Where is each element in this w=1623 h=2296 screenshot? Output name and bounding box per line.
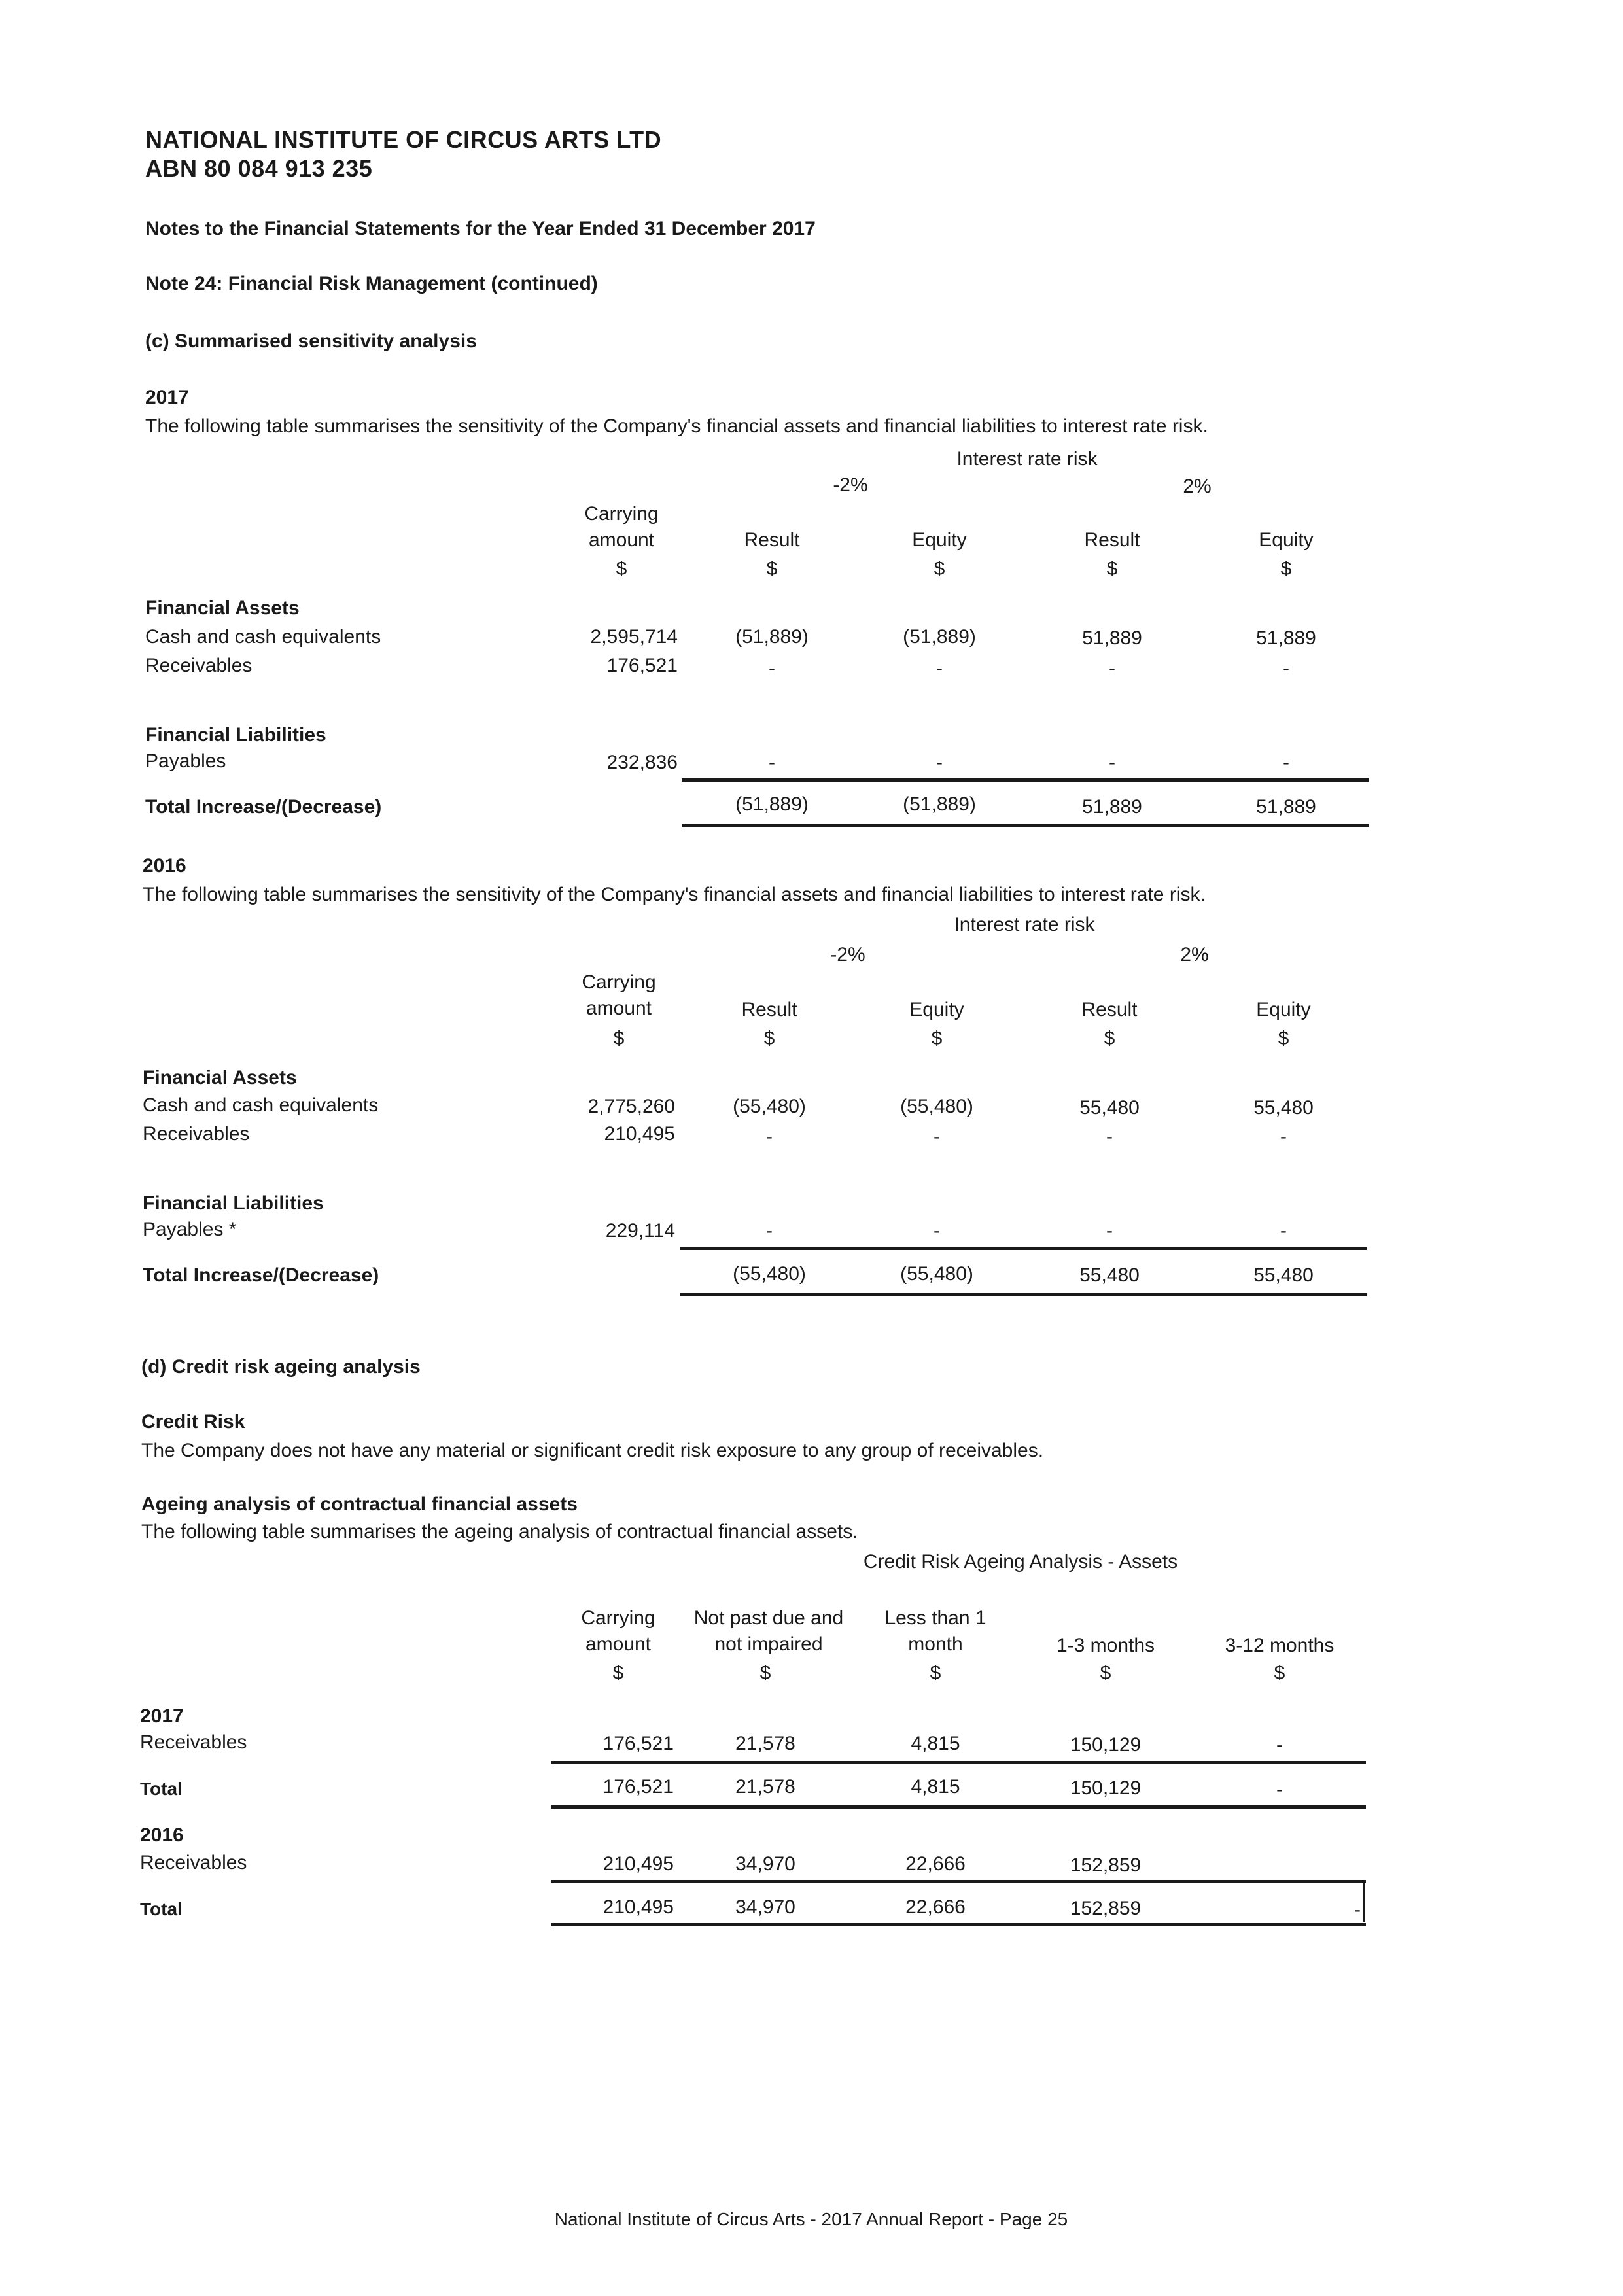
col-1-3-months: 1-3 months [1056,1635,1155,1656]
total-one-to-three-months: 150,129 [1070,1777,1142,1799]
divider [551,1805,1366,1809]
equity-plus-value: 51,889 [1256,627,1316,649]
credit-risk-text: The Company does not have any material or significant credit risk exposure to any group of receivables. [141,1440,1044,1461]
result-plus-value: 55,480 [1079,1097,1140,1119]
currency-result-1: $ [766,558,778,580]
col-month: month [908,1633,963,1655]
row-label: Receivables [143,1123,250,1145]
col-currency-4: $ [1100,1662,1111,1684]
equity-plus-value: - [1283,657,1289,679]
interest-rate-risk-header: Interest rate risk [956,448,1098,470]
intro-2017: The following table summarises the sensitivity of the Company's financial assets and financial liabilities to interest rate risk. [145,415,1208,437]
currency-result-2: $ [1106,558,1118,580]
equity-plus-value: - [1280,1126,1287,1147]
row-label: Receivables [140,1731,247,1753]
result-plus-value: - [1109,752,1115,773]
total-equity-minus: (51,889) [903,793,976,815]
divider [680,1247,1367,1250]
col-not-impaired: not impaired [714,1633,823,1655]
total-result-plus: 51,889 [1082,796,1142,818]
result-header-1: Result [741,999,797,1020]
year-2016: 2016 [143,855,186,877]
currency-equity-2: $ [1278,1028,1289,1049]
col-carrying: Carrying [581,1607,655,1629]
interest-rate-risk-header: Interest rate risk [954,914,1095,935]
divider [680,1293,1367,1296]
equity-minus-value: - [934,1126,940,1147]
one-to-three-months-value: 152,859 [1070,1854,1142,1876]
total-three-to-twelve-months: - [1354,1899,1361,1921]
divider [551,1880,1366,1883]
currency-equity-2: $ [1280,558,1292,580]
financial-liabilities-heading: Financial Liabilities [143,1192,324,1214]
minus-2-header: -2% [833,474,868,496]
total-result-minus: (51,889) [735,793,809,815]
financial-assets-heading: Financial Assets [145,597,300,619]
equity-minus-value: (51,889) [903,626,976,648]
ageing-table-title: Credit Risk Ageing Analysis - Assets [863,1551,1178,1573]
total-one-to-three-months: 152,859 [1070,1898,1142,1919]
currency-equity-1: $ [931,1028,943,1049]
result-header-1: Result [744,529,800,551]
result-header-2: Result [1084,529,1140,551]
row-label: Payables [145,750,226,772]
company-name: NATIONAL INSTITUTE OF CIRCUS ARTS LTD [145,126,662,153]
divider [682,778,1369,782]
result-minus-value: (55,480) [733,1096,806,1117]
carrying-value: 210,495 [604,1123,675,1145]
result-minus-value: - [766,1220,773,1242]
year-2017: 2017 [145,387,189,408]
col-amount: amount [585,1633,652,1655]
currency-result-1: $ [763,1028,775,1049]
equity-plus-value: 55,480 [1253,1097,1314,1119]
currency-result-2: $ [1104,1028,1115,1049]
carrying-value: 176,521 [606,655,678,676]
divider [551,1923,1366,1926]
row-label: Cash and cash equivalents [143,1094,379,1116]
col-currency-2: $ [759,1662,771,1684]
col-currency-5: $ [1274,1662,1285,1684]
col-less-than-1: Less than 1 [884,1607,986,1629]
equity-header-1: Equity [909,999,964,1020]
currency-carrying: $ [616,558,627,580]
result-minus-value: - [769,657,775,679]
equity-plus-value: - [1280,1220,1287,1242]
total-not-past-due: 21,578 [735,1776,795,1798]
carrying-value: 176,521 [602,1733,674,1754]
financial-liabilities-heading: Financial Liabilities [145,724,326,746]
currency-equity-1: $ [934,558,945,580]
credit-risk-heading: Credit Risk [141,1411,245,1433]
row-label: Receivables [145,655,253,676]
section-d-title: (d) Credit risk ageing analysis [141,1356,421,1378]
equity-plus-value: - [1283,752,1289,773]
total-equity-minus: (55,480) [900,1263,973,1285]
not-past-due-value: 21,578 [735,1733,795,1754]
total-label: Total [140,1779,183,1799]
total-less-than-1-month: 4,815 [911,1776,960,1798]
less-than-1-month-value: 4,815 [911,1733,960,1754]
not-past-due-value: 34,970 [735,1853,795,1875]
equity-header-1: Equity [912,529,967,551]
result-plus-value: - [1106,1126,1113,1147]
equity-header-2: Equity [1256,999,1311,1020]
col-3-12-months: 3-12 months [1225,1635,1335,1656]
carrying-header: Carrying [584,503,659,525]
total-label: Total Increase/(Decrease) [145,796,382,818]
ageing-year-2017: 2017 [140,1705,184,1727]
cell-border [1363,1881,1365,1922]
less-than-1-month-value: 22,666 [905,1853,966,1875]
note-title: Note 24: Financial Risk Management (continued) [145,273,598,294]
row-label: Payables * [143,1219,237,1240]
equity-minus-value: (55,480) [900,1096,973,1117]
currency-carrying: $ [613,1028,625,1049]
carrying-value: 2,595,714 [590,626,678,648]
ageing-year-2016: 2016 [140,1824,184,1846]
plus-2-header: 2% [1180,944,1209,965]
intro-2016: The following table summarises the sensitivity of the Company's financial assets and financial liabilities to interest rate risk. [143,884,1206,905]
total-three-to-twelve-months: - [1276,1779,1283,1800]
amount-header: amount [588,529,655,551]
col-currency-3: $ [930,1662,941,1684]
col-currency-1: $ [612,1662,624,1684]
equity-header-2: Equity [1259,529,1314,551]
divider [682,824,1369,827]
total-carrying: 176,521 [602,1776,674,1798]
result-plus-value: - [1109,657,1115,679]
result-plus-value: 51,889 [1082,627,1142,649]
total-carrying: 210,495 [602,1896,674,1918]
notes-title: Notes to the Financial Statements for the Year Ended 31 December 2017 [145,218,816,239]
equity-minus-value: - [936,752,943,773]
equity-minus-value: - [934,1220,940,1242]
equity-minus-value: - [936,657,943,679]
carrying-header: Carrying [582,971,656,993]
page-footer: National Institute of Circus Arts - 2017 Annual Report - Page 25 [554,2209,1068,2229]
ageing-heading: Ageing analysis of contractual financial assets [141,1493,578,1515]
result-minus-value: (51,889) [735,626,809,648]
row-label: Receivables [140,1852,247,1873]
plus-2-header: 2% [1183,476,1212,497]
one-to-three-months-value: 150,129 [1070,1734,1142,1756]
total-label: Total Increase/(Decrease) [143,1264,379,1286]
col-not-past-due: Not past due and [693,1607,844,1629]
financial-assets-heading: Financial Assets [143,1067,297,1088]
result-plus-value: - [1106,1220,1113,1242]
amount-header: amount [585,998,652,1019]
total-less-than-1-month: 22,666 [905,1896,966,1918]
minus-2-header: -2% [830,944,865,965]
result-minus-value: - [766,1126,773,1147]
total-label: Total [140,1899,183,1919]
total-result-plus: 55,480 [1079,1264,1140,1286]
result-header-2: Result [1081,999,1138,1020]
result-minus-value: - [769,752,775,773]
total-result-minus: (55,480) [733,1263,806,1285]
ageing-text: The following table summarises the ageing analysis of contractual financial assets. [141,1521,858,1542]
three-to-twelve-months-value: - [1276,1734,1283,1756]
carrying-value: 229,114 [605,1220,675,1242]
abn: ABN 80 084 913 235 [145,155,373,182]
total-equity-plus: 51,889 [1256,796,1316,818]
carrying-value: 210,495 [602,1853,674,1875]
total-not-past-due: 34,970 [735,1896,795,1918]
section-c-title: (c) Summarised sensitivity analysis [145,330,477,352]
divider [551,1761,1366,1764]
carrying-value: 2,775,260 [587,1096,675,1117]
carrying-value: 232,836 [606,752,678,773]
total-equity-plus: 55,480 [1253,1264,1314,1286]
row-label: Cash and cash equivalents [145,626,381,648]
